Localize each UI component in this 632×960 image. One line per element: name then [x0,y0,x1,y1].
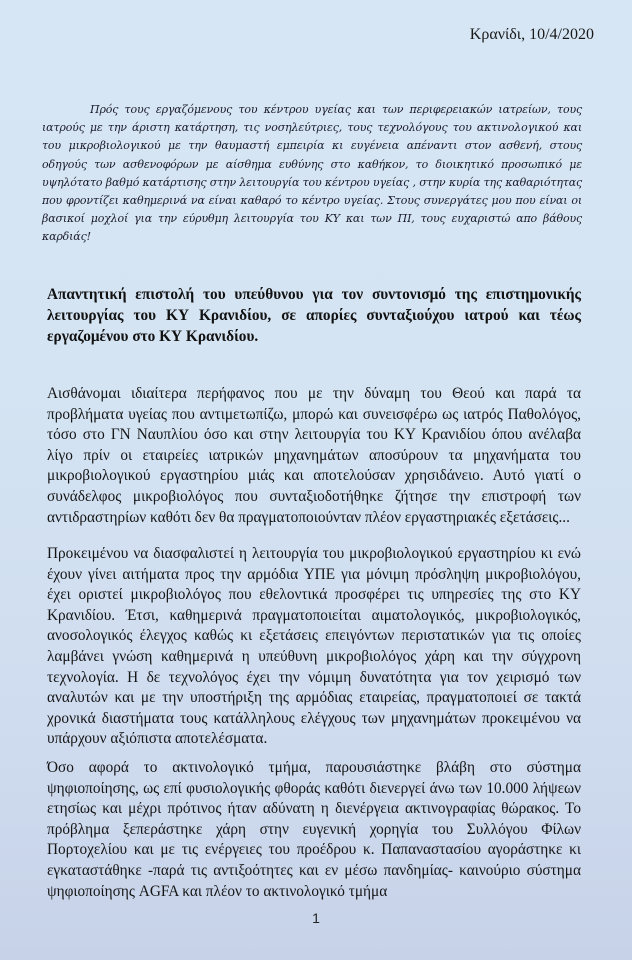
dedication-paragraph [42,101,582,247]
place-date: Κρανίδι, 10/4/2020 [469,26,594,43]
dedication-text: Πρός τους εργαζόμενους του κέντρου υγείας και των περιφερειακών ιατρείων, τους ιατρούς με την άριστη κατάρτηση, τις νοσηλεύτριες, τους τεχνολόγους του ακτινολογικού και του μικροβιολογικού με την θαυμαστή εμπειρία κι ευγένεια απέναντι στον ασθενή, στους οδηγούς των ασθενοφόρων με αίσθημα ευθύνης στο καθήκον, το διοικητικό προσωπικό με υψηλότατο βαθμό κατάρτισης στην λειτουργία του κέντρου υγείας , στην κυρία της καθαριότητας που φροντίζει καθημερινά να είναι καθαρό το κέντρο υγείας. Στους συνεργάτες μου που είναι οι βασικοί μοχλοί για την εύρυθμη λειτουργία του ΚΥ και των ΠΙ, τους ευχαριστώ απο βάθους καρδιάς! [42,103,582,244]
letter-heading: Απαντητική επιστολή του υπεύθυνου για τον συντονισμό της επιστημονικής λειτουργίας του ΚΥ Κρανιδίου, σε απορίες συνταξιούχου ιατρού και τέως εργαζομένου στο ΚΥ Κρανιδίου. [47,286,581,345]
body-paragraph-3: Όσο αφορά το ακτινολογικό τμήμα, παρουσιάστηκε βλάβη στο σύστημα ψηφιοποίησης, ως επί φυσιολογικής φθοράς καθότι διενεργεί άνω των 10.000 λήψεων ετησίως και μέχρι πρότινος ήταν αδύνατη η διενέργεια ακτινογραφίας θώρακος. Το πρόβλημα ξεπεράστηκε χάρη στην ευγενική χορηγία του Συλλόγου Φίλων Πορτοχελίου και με τις ενέργειες του προέδρου κ. Παπαναστασίου αγοράστηκε κι εγκαταστάθηκε -παρά τις αντιξοότητες και εν μέσω πανδημίας- καινούριο σύστημα ψηφιοποίησης AGFA και πλέον το ακτινολογικό τμήμα [47,759,581,900]
body-paragraph-1: Αισθάνομαι ιδιαίτερα περήφανος που με την δύναμη του Θεού και παρά τα προβλήματα υγείας που αντιμετωπίζω, μπορώ και συνεισφέρω ως ιατρός Παθολόγος, τόσο στο ΓΝ Ναυπλίου όσο και στην λειτουργία του ΚΥ Κρανιδίου όπου ανέλαβα λίγο πρίν οι εταιρείες ιατρικών μηχανημάτων αποσύρουν τα μηχανήματα του μικροβιολογικού εργαστηρίου μιάς και αποτελούσαν χρησιδάνειο. Αυτό γιατί ο συνάδελφος μικροβιολόγος που συνταξιοδοτήθηκε ζήτησε την επιστροφή των αντιδραστηρίων καθότι δεν θα πραγματοποιούνταν πλέον εργαστηριακές εξετάσεις... [47,385,581,526]
body-paragraph-2: Προκειμένου να διασφαλιστεί η λειτουργία του μικροβιολογικού εργαστηρίου κι ενώ έχουν γίνει αιτήματα προς την αρμόδια ΥΠΕ για μόνιμη πρόσληψη μικροβιολόγου, έχει οριστεί μικροβιολόγος που εθελοντικά προσφέρει τις υπηρεσίες της στο ΚΥ Κρανιδίου. Έτσι, καθημερινά πραγματοποιείται αιματολογικός, μικροβιολογικός, ανοσολογικός έλεγχος καθώς κι εξετάσεις επειγόντων περιστατικών για τις οποίες λαμβάνει γνώση καθημερινά η υπεύθυνη μικροβιολόγος χάρη και την σύγχρονη τεχνολογία. Η δε τεχνολόγος έχει την νόμιμη δυνατότητα για τον χειρισμό των αναλυτών και με την υποστήριξη της αρμόδιας εταιρείας, πραγματοποιεί σε τακτά χρονικά διαστήματα τους κατάλληλους ελέγχους των μηχανημάτων προκειμένου να υπάρχουν αξιόπιστα αποτελέσματα. [47,545,581,748]
page-number: 1 [312,910,320,926]
